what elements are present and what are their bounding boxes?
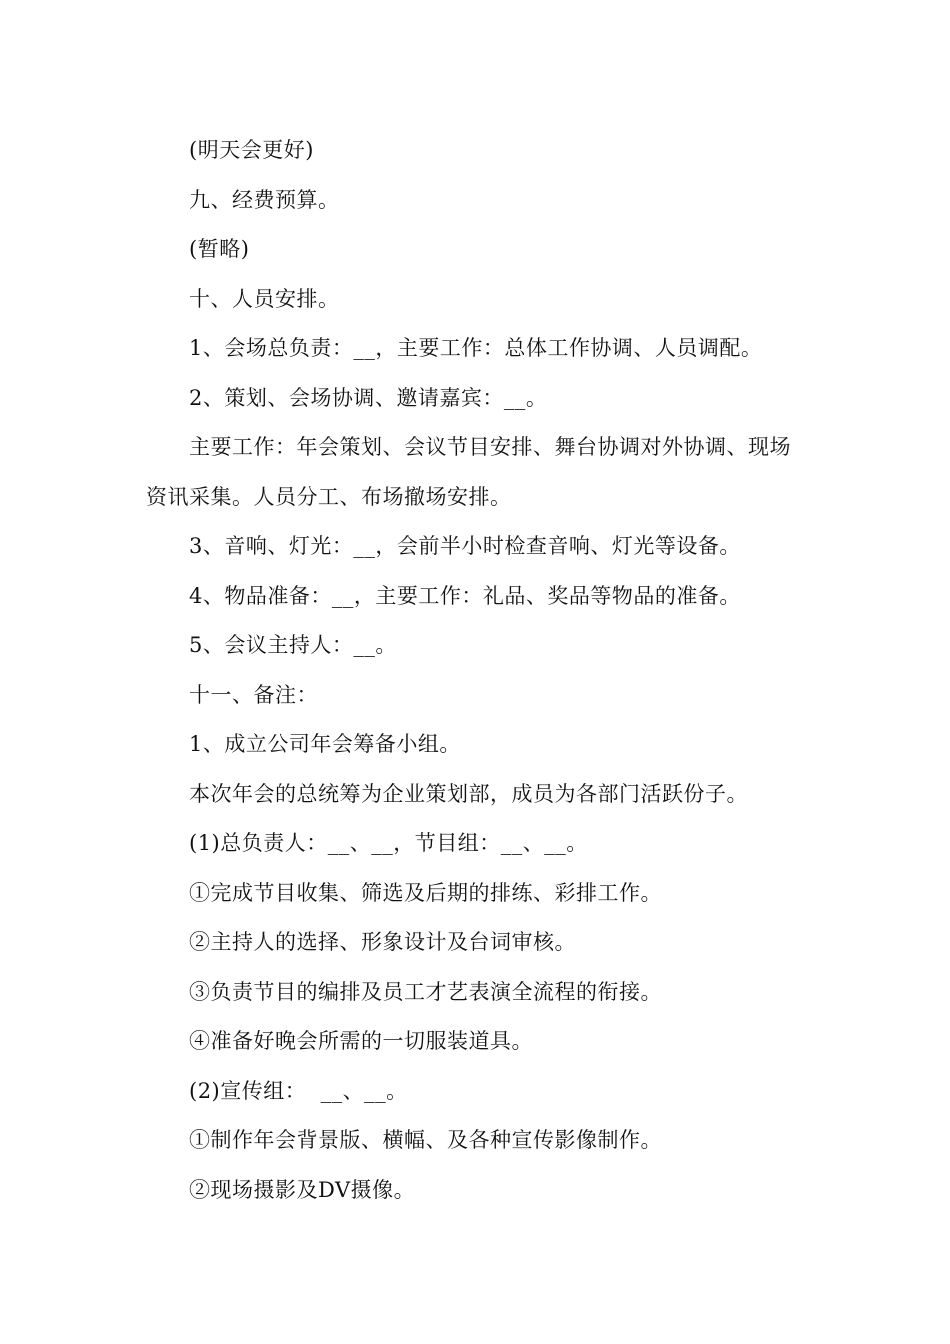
subitem-program-1: ①完成节目收集、筛选及后期的排练、彩排工作。: [189, 880, 662, 905]
heading-staffing: 十、人员安排。: [189, 286, 340, 311]
subitem-publicity-2: ②现场摄影及DV摄像。: [189, 1177, 416, 1202]
item-venue-lead: 1、会场总负责：__，主要工作：总体工作协调、人员调配。: [189, 336, 763, 360]
item-supplies: 4、物品准备：__，主要工作：礼品、奖品等物品的准备。: [189, 583, 741, 608]
item-host: 5、会议主持人：__。: [189, 633, 397, 657]
subitem-program-2: ②主持人的选择、形象设计及台词审核。: [189, 930, 576, 954]
heading-budget: 九、经费预算。: [189, 187, 340, 212]
item-sound-lighting: 3、音响、灯光：__，会前半小时检查音响、灯光等设备。: [189, 534, 741, 558]
item-program-group: (1)总负责人：__、__，节目组：__、__。: [189, 831, 588, 855]
subitem-program-3: ③负责节目的编排及员工才艺表演全流程的衔接。: [189, 979, 662, 1004]
subitem-publicity-1: ①制作年会背景版、横幅、及各种宣传影像制作。: [189, 1128, 662, 1152]
document-body: [146, 126, 810, 1215]
paragraph-omitted: (暂略): [189, 237, 250, 261]
paragraph-committee-members: 本次年会的总统筹为企业策划部，成员为各部门活跃份子。: [189, 781, 748, 806]
heading-notes: 十一、备注：: [189, 682, 318, 707]
item-planning: 2、策划、会场协调、邀请嘉宾：__。: [189, 385, 548, 410]
paragraph-tomorrow-better: (明天会更好): [189, 138, 314, 162]
item-committee: 1、成立公司年会筹备小组。: [189, 732, 461, 756]
paragraph-planning-duties: 主要工作：年会策划、会议节目安排、舞台协调对外协调、现场资讯采集。人员分工、布场撤场安排。: [146, 435, 791, 509]
item-publicity-group: (2)宣传组： __、__。: [189, 1078, 408, 1103]
subitem-program-4: ④准备好晚会所需的一切服装道具。: [189, 1029, 533, 1053]
